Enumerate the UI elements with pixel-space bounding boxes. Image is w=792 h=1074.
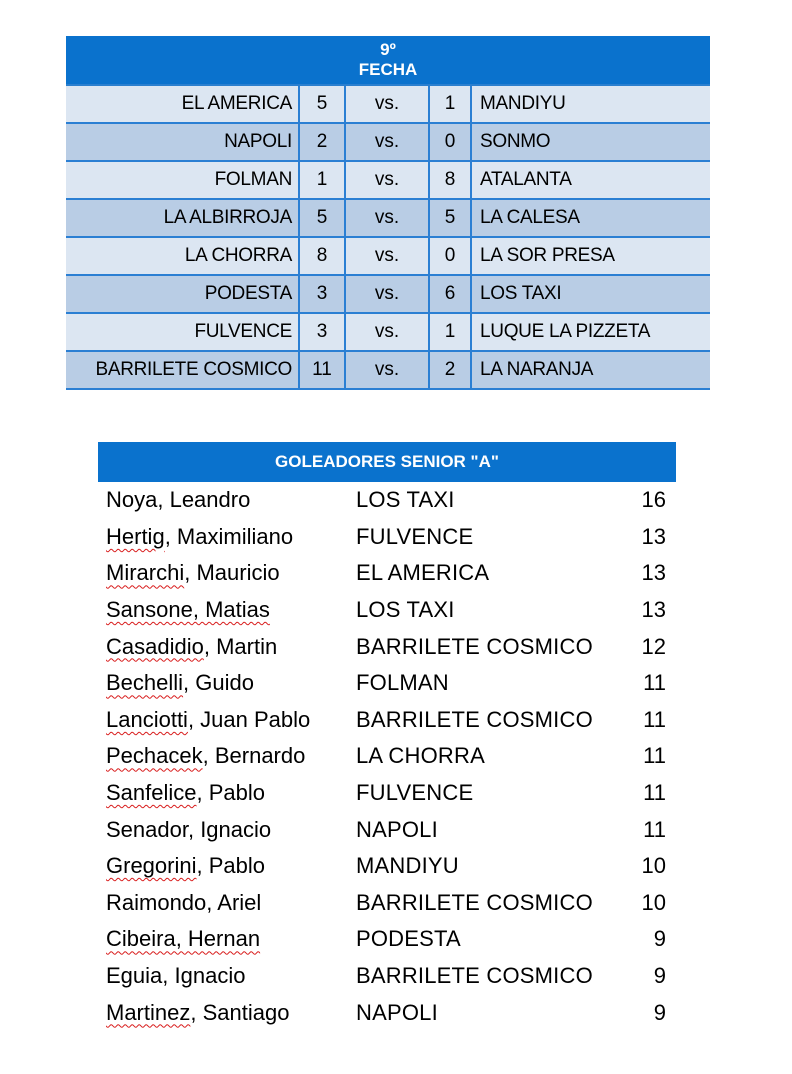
scorer-goals: 9 [653, 963, 666, 989]
home-score: 5 [300, 86, 346, 122]
scorer-team: BARRILETE COSMICO [356, 706, 593, 732]
scorer-surname: Pechacek [106, 743, 203, 769]
scorer-given-name: , Ignacio [187, 816, 272, 842]
away-team: LA NARANJA [480, 359, 594, 380]
scorer-row [98, 775, 676, 812]
scorer-name [106, 487, 250, 513]
scorer-team: LOS TAXI [356, 487, 455, 513]
match-row [66, 352, 710, 390]
scorer-goals: 11 [643, 816, 666, 842]
home-team: FULVENCE [66, 314, 300, 350]
scorer-surname: Cibeira, Hernan [106, 926, 261, 952]
scorer-row [98, 665, 676, 702]
scorer-surname: Raimondo [106, 889, 207, 915]
scorer-row [98, 885, 676, 922]
scorer-given-name: , Guido [183, 670, 254, 696]
scorer-team: PODESTA [356, 926, 461, 952]
scorer-goals: 10 [641, 889, 666, 915]
scorer-goals: 9 [653, 926, 666, 952]
away-score: 8 [430, 162, 472, 198]
away-team: LA CALESA [480, 207, 580, 228]
scorer-name [106, 926, 260, 952]
scorer-name [106, 743, 305, 769]
match-row [66, 124, 710, 162]
away-team: LUQUE LA PIZZETA [480, 321, 651, 342]
scorer-surname: Bechelli [106, 670, 184, 696]
scorer-name [106, 963, 245, 989]
scorer-row [98, 482, 676, 519]
scorer-goals: 9 [653, 999, 666, 1025]
scorer-surname: Gregorini [106, 853, 197, 879]
scorer-given-name: , Juan Pablo [187, 706, 311, 732]
vs-label: vs. [346, 314, 430, 350]
scorer-team: FULVENCE [356, 523, 474, 549]
scorer-surname: Senador [106, 816, 188, 842]
scorer-row [98, 921, 676, 958]
scorer-team: BARRILETE COSMICO [356, 889, 593, 915]
scorer-given-name: , Santiago [190, 999, 290, 1025]
vs-label: vs. [346, 238, 430, 274]
vs-label: vs. [346, 200, 430, 236]
scorer-surname: Casadidio [106, 633, 204, 659]
scorer-surname: Mirarchi [106, 560, 185, 586]
scorers-table [98, 442, 676, 1031]
scorer-name [106, 780, 265, 806]
scorer-name [106, 707, 310, 733]
away-score: 5 [430, 200, 472, 236]
home-score: 1 [300, 162, 346, 198]
scorer-name [106, 670, 254, 696]
scorer-given-name: , Bernardo [202, 743, 306, 769]
scorer-given-name: , Mauricio [184, 560, 280, 586]
scorer-name [106, 524, 293, 550]
vs-label: vs. [346, 124, 430, 160]
home-team: NAPOLI [66, 124, 300, 160]
scorer-row [98, 811, 676, 848]
scorer-row [98, 628, 676, 665]
round-number: 9º [380, 40, 396, 59]
away-score: 1 [430, 314, 472, 350]
scorer-team: BARRILETE COSMICO [356, 633, 593, 659]
scorer-goals: 11 [643, 706, 666, 732]
scorer-team: FULVENCE [356, 780, 474, 806]
scorer-goals: 13 [641, 560, 666, 586]
scorer-team: FOLMAN [356, 670, 449, 696]
home-team: FOLMAN [66, 162, 300, 198]
round-label: FECHA [358, 60, 418, 79]
vs-label: vs. [346, 86, 430, 122]
scorer-team: MANDIYU [356, 853, 459, 879]
scorer-given-name: , Ariel [206, 889, 262, 915]
away-score: 0 [430, 124, 472, 160]
home-team: EL AMERICA [66, 86, 300, 122]
match-row [66, 276, 710, 314]
home-team: BARRILETE COSMICO [66, 352, 300, 388]
fixture-table [66, 36, 710, 390]
scorer-surname: Hertig [106, 523, 165, 549]
scorer-goals: 11 [643, 743, 666, 769]
scorer-name [106, 817, 271, 843]
away-team: MANDIYU [480, 93, 566, 114]
scorer-surname: Sanfelice [106, 780, 197, 806]
scorer-surname: Lanciotti [106, 706, 188, 732]
scorer-name [106, 890, 261, 916]
match-row [66, 162, 710, 200]
scorer-name [106, 560, 280, 586]
home-team: LA CHORRA [66, 238, 300, 274]
away-score: 6 [430, 276, 472, 312]
scorer-given-name: , Leandro [157, 487, 251, 513]
vs-label: vs. [346, 162, 430, 198]
scorer-list [98, 482, 676, 1031]
fixture-header [66, 36, 710, 86]
match-row [66, 314, 710, 352]
away-team: SONMO [480, 131, 551, 152]
scorer-surname: Sansone, Matias [106, 597, 270, 623]
scorer-goals: 11 [643, 670, 666, 696]
scorer-goals: 13 [641, 597, 666, 623]
home-score: 11 [300, 352, 346, 388]
away-team: LOS TAXI [480, 283, 562, 304]
home-score: 8 [300, 238, 346, 274]
scorer-surname: Noya [106, 487, 158, 513]
away-team: LA SOR PRESA [480, 245, 615, 266]
scorer-name [106, 597, 270, 623]
scorers-header: GOLEADORES SENIOR "A" [98, 442, 676, 482]
home-score: 5 [300, 200, 346, 236]
away-team: ATALANTA [480, 169, 572, 190]
scorer-given-name: , Martin [203, 633, 278, 659]
scorer-goals: 11 [643, 780, 666, 806]
away-score: 1 [430, 86, 472, 122]
match-row [66, 200, 710, 238]
scorer-surname: Eguia [106, 963, 163, 989]
match-list [66, 86, 710, 390]
scorer-goals: 12 [641, 633, 666, 659]
scorer-given-name: , Pablo [196, 853, 265, 879]
scorer-given-name: , Maximiliano [164, 523, 294, 549]
scorer-row [98, 958, 676, 995]
scorer-team: BARRILETE COSMICO [356, 963, 593, 989]
scorer-team: EL AMERICA [356, 560, 490, 586]
scorer-name [106, 1000, 289, 1026]
scorer-team: NAPOLI [356, 816, 438, 842]
scorer-row [98, 702, 676, 739]
away-score: 2 [430, 352, 472, 388]
scorer-row [98, 994, 676, 1031]
home-score: 3 [300, 314, 346, 350]
scorer-goals: 13 [641, 523, 666, 549]
scorer-row [98, 738, 676, 775]
home-team: LA ALBIRROJA [66, 200, 300, 236]
scorer-row [98, 592, 676, 629]
scorer-team: NAPOLI [356, 999, 438, 1025]
scorer-name [106, 853, 265, 879]
vs-label: vs. [346, 276, 430, 312]
home-score: 2 [300, 124, 346, 160]
match-row [66, 86, 710, 124]
vs-label: vs. [346, 352, 430, 388]
scorer-surname: Martinez [106, 999, 191, 1025]
match-row [66, 238, 710, 276]
scorer-row [98, 848, 676, 885]
scorer-team: LA CHORRA [356, 743, 485, 769]
scorer-goals: 10 [641, 853, 666, 879]
scorer-given-name: , Ignacio [162, 963, 246, 989]
scorer-row [98, 555, 676, 592]
home-score: 3 [300, 276, 346, 312]
away-score: 0 [430, 238, 472, 274]
scorer-name [106, 634, 277, 660]
scorer-goals: 16 [641, 487, 666, 513]
scorer-team: LOS TAXI [356, 597, 455, 623]
scorer-row [98, 519, 676, 556]
scorer-given-name: , Pablo [196, 780, 266, 806]
home-team: PODESTA [66, 276, 300, 312]
